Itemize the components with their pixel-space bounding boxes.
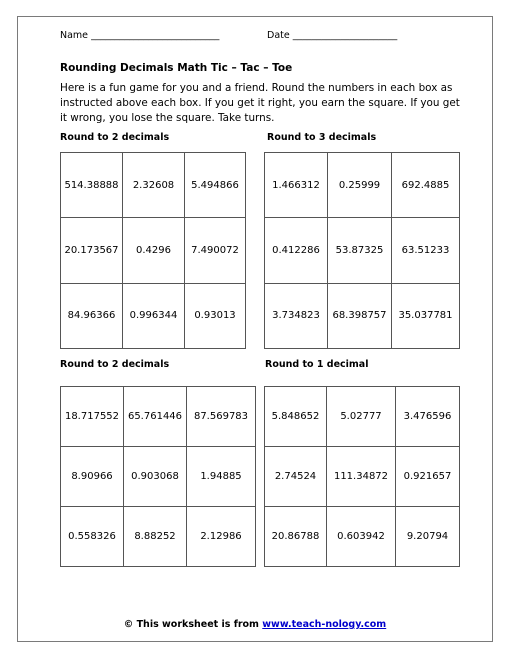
date-line [267,30,397,41]
grid-cell[interactable]: 9.20794 [396,507,460,567]
grid-cell[interactable]: 5.494866 [185,153,246,218]
grid-cell[interactable]: 0.903068 [124,447,187,507]
grid-cell[interactable]: 5.02777 [327,387,396,447]
grid-cell[interactable]: 0.603942 [327,507,396,567]
grid-cell[interactable]: 5.848652 [265,387,327,447]
grid-cell[interactable]: 0.558326 [61,507,124,567]
grid-cell[interactable]: 8.90966 [61,447,124,507]
grid-cell[interactable]: 63.51233 [392,218,460,283]
grid-cell[interactable]: 111.34872 [327,447,396,507]
grid-cell[interactable]: 2.12986 [187,507,256,567]
grid-cell[interactable]: 20.173567 [61,218,123,283]
footer-link[interactable]: www.teach-nology.com [262,619,387,630]
grid-cell[interactable]: 53.87325 [328,218,392,283]
tic-tac-toe-grid [264,386,460,567]
footer-text: © This worksheet is from [123,619,259,630]
date-label: Date [267,30,290,41]
grid-cell[interactable]: 0.921657 [396,447,460,507]
intro-text: Here is a fun game for you and a friend. Round the numbers in each box as instructed above each box. If you get it right, you earn the square. If you get it wrong, you lose the square. Take turns. [60,82,460,124]
grid-cell[interactable]: 84.96366 [61,283,123,348]
name-line [60,30,219,41]
grid-cell[interactable]: 3.476596 [396,387,460,447]
grid-cell[interactable]: 7.490072 [185,218,246,283]
grid-cell[interactable]: 2.74524 [265,447,327,507]
grid-cell[interactable]: 1.94885 [187,447,256,507]
name-label: Name [60,30,89,41]
box-title: Round to 1 decimal [265,359,369,370]
date-blank[interactable]: ______________________ [292,30,398,41]
box-title: Round to 2 decimals [60,132,170,143]
grid-cell[interactable]: 0.4296 [123,218,185,283]
grid-cell[interactable]: 8.88252 [124,507,187,567]
tic-tac-toe-grid [60,152,246,349]
footer [0,619,510,630]
grid-cell[interactable]: 0.996344 [123,283,185,348]
worksheet-title: Rounding Decimals Math Tic – Tac – Toe [60,62,293,74]
grid-cell[interactable]: 0.93013 [185,283,246,348]
grid-cell[interactable]: 0.25999 [328,153,392,218]
grid-cell[interactable]: 20.86788 [265,507,327,567]
grid-cell[interactable]: 3.734823 [265,283,328,348]
grid-cell[interactable]: 692.4885 [392,153,460,218]
grid-cell[interactable]: 1.466312 [265,153,328,218]
grid-cell[interactable]: 514.38888 [61,153,123,218]
grid-cell[interactable]: 35.037781 [392,283,460,348]
grid-cell[interactable]: 2.32608 [123,153,185,218]
grid-cell[interactable]: 68.398757 [328,283,392,348]
grid-cell[interactable]: 0.412286 [265,218,328,283]
grid-cell[interactable]: 18.717552 [61,387,124,447]
box-title: Round to 2 decimals [60,359,170,370]
box-title: Round to 3 decimals [267,132,377,143]
name-blank[interactable]: ___________________________ [91,30,220,41]
grid-cell[interactable]: 65.761446 [124,387,187,447]
tic-tac-toe-grid [60,386,256,567]
tic-tac-toe-grid [264,152,460,349]
grid-cell[interactable]: 87.569783 [187,387,256,447]
